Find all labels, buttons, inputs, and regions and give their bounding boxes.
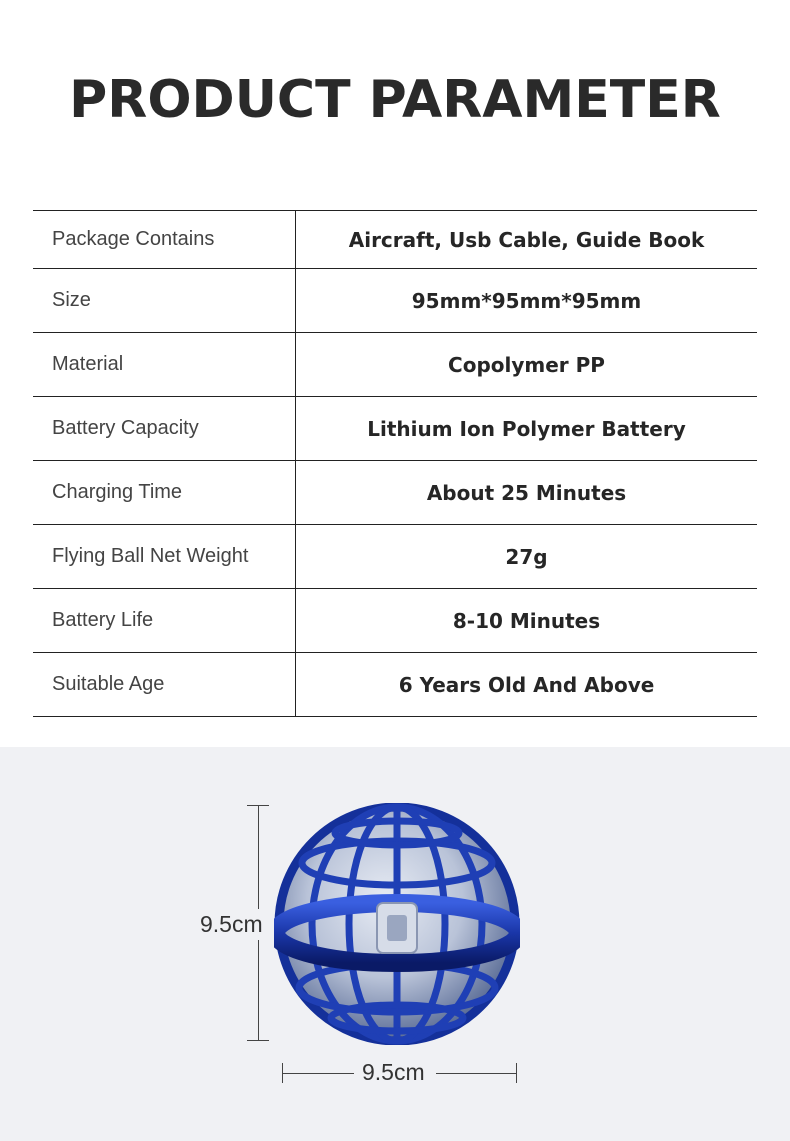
spec-value: 6 Years Old And Above [296,653,758,717]
spec-label: Charging Time [33,461,296,525]
table-row [33,589,757,653]
width-dimension-cap-right [516,1063,517,1083]
spec-value: Lithium Ion Polymer Battery [296,397,758,461]
table-row [33,333,757,397]
table-row [33,397,757,461]
table-row [33,525,757,589]
spec-table [33,210,757,717]
spec-label: Flying Ball Net Weight [33,525,296,589]
table-row [33,653,757,717]
spec-value: Aircraft, Usb Cable, Guide Book [296,211,758,269]
spec-label: Battery Life [33,589,296,653]
spec-label: Size [33,269,296,333]
table-row [33,461,757,525]
height-dimension-cap-top [247,805,269,806]
spec-value: 8-10 Minutes [296,589,758,653]
width-dimension-cap-left [282,1063,283,1083]
spec-value: About 25 Minutes [296,461,758,525]
spec-label: Package Contains [33,211,296,269]
spec-label: Battery Capacity [33,397,296,461]
ball-inner-hub [377,903,417,953]
width-dimension-line-right [436,1073,516,1074]
spec-label: Suitable Age [33,653,296,717]
flying-ball-image [274,803,520,1045]
spec-label: Material [33,333,296,397]
width-dimension-line-left [282,1073,354,1074]
width-dimension-label: 9.5cm [362,1059,425,1085]
spec-value: Copolymer PP [296,333,758,397]
table-row [33,269,757,333]
height-dimension-label: 9.5cm [200,909,263,940]
height-dimension-cap-bottom [247,1040,269,1041]
spec-value: 27g [296,525,758,589]
spec-value: 95mm*95mm*95mm [296,269,758,333]
product-photo-area [0,747,790,1141]
page-title: PRODUCT PARAMETER [69,70,721,130]
table-row [33,211,757,269]
